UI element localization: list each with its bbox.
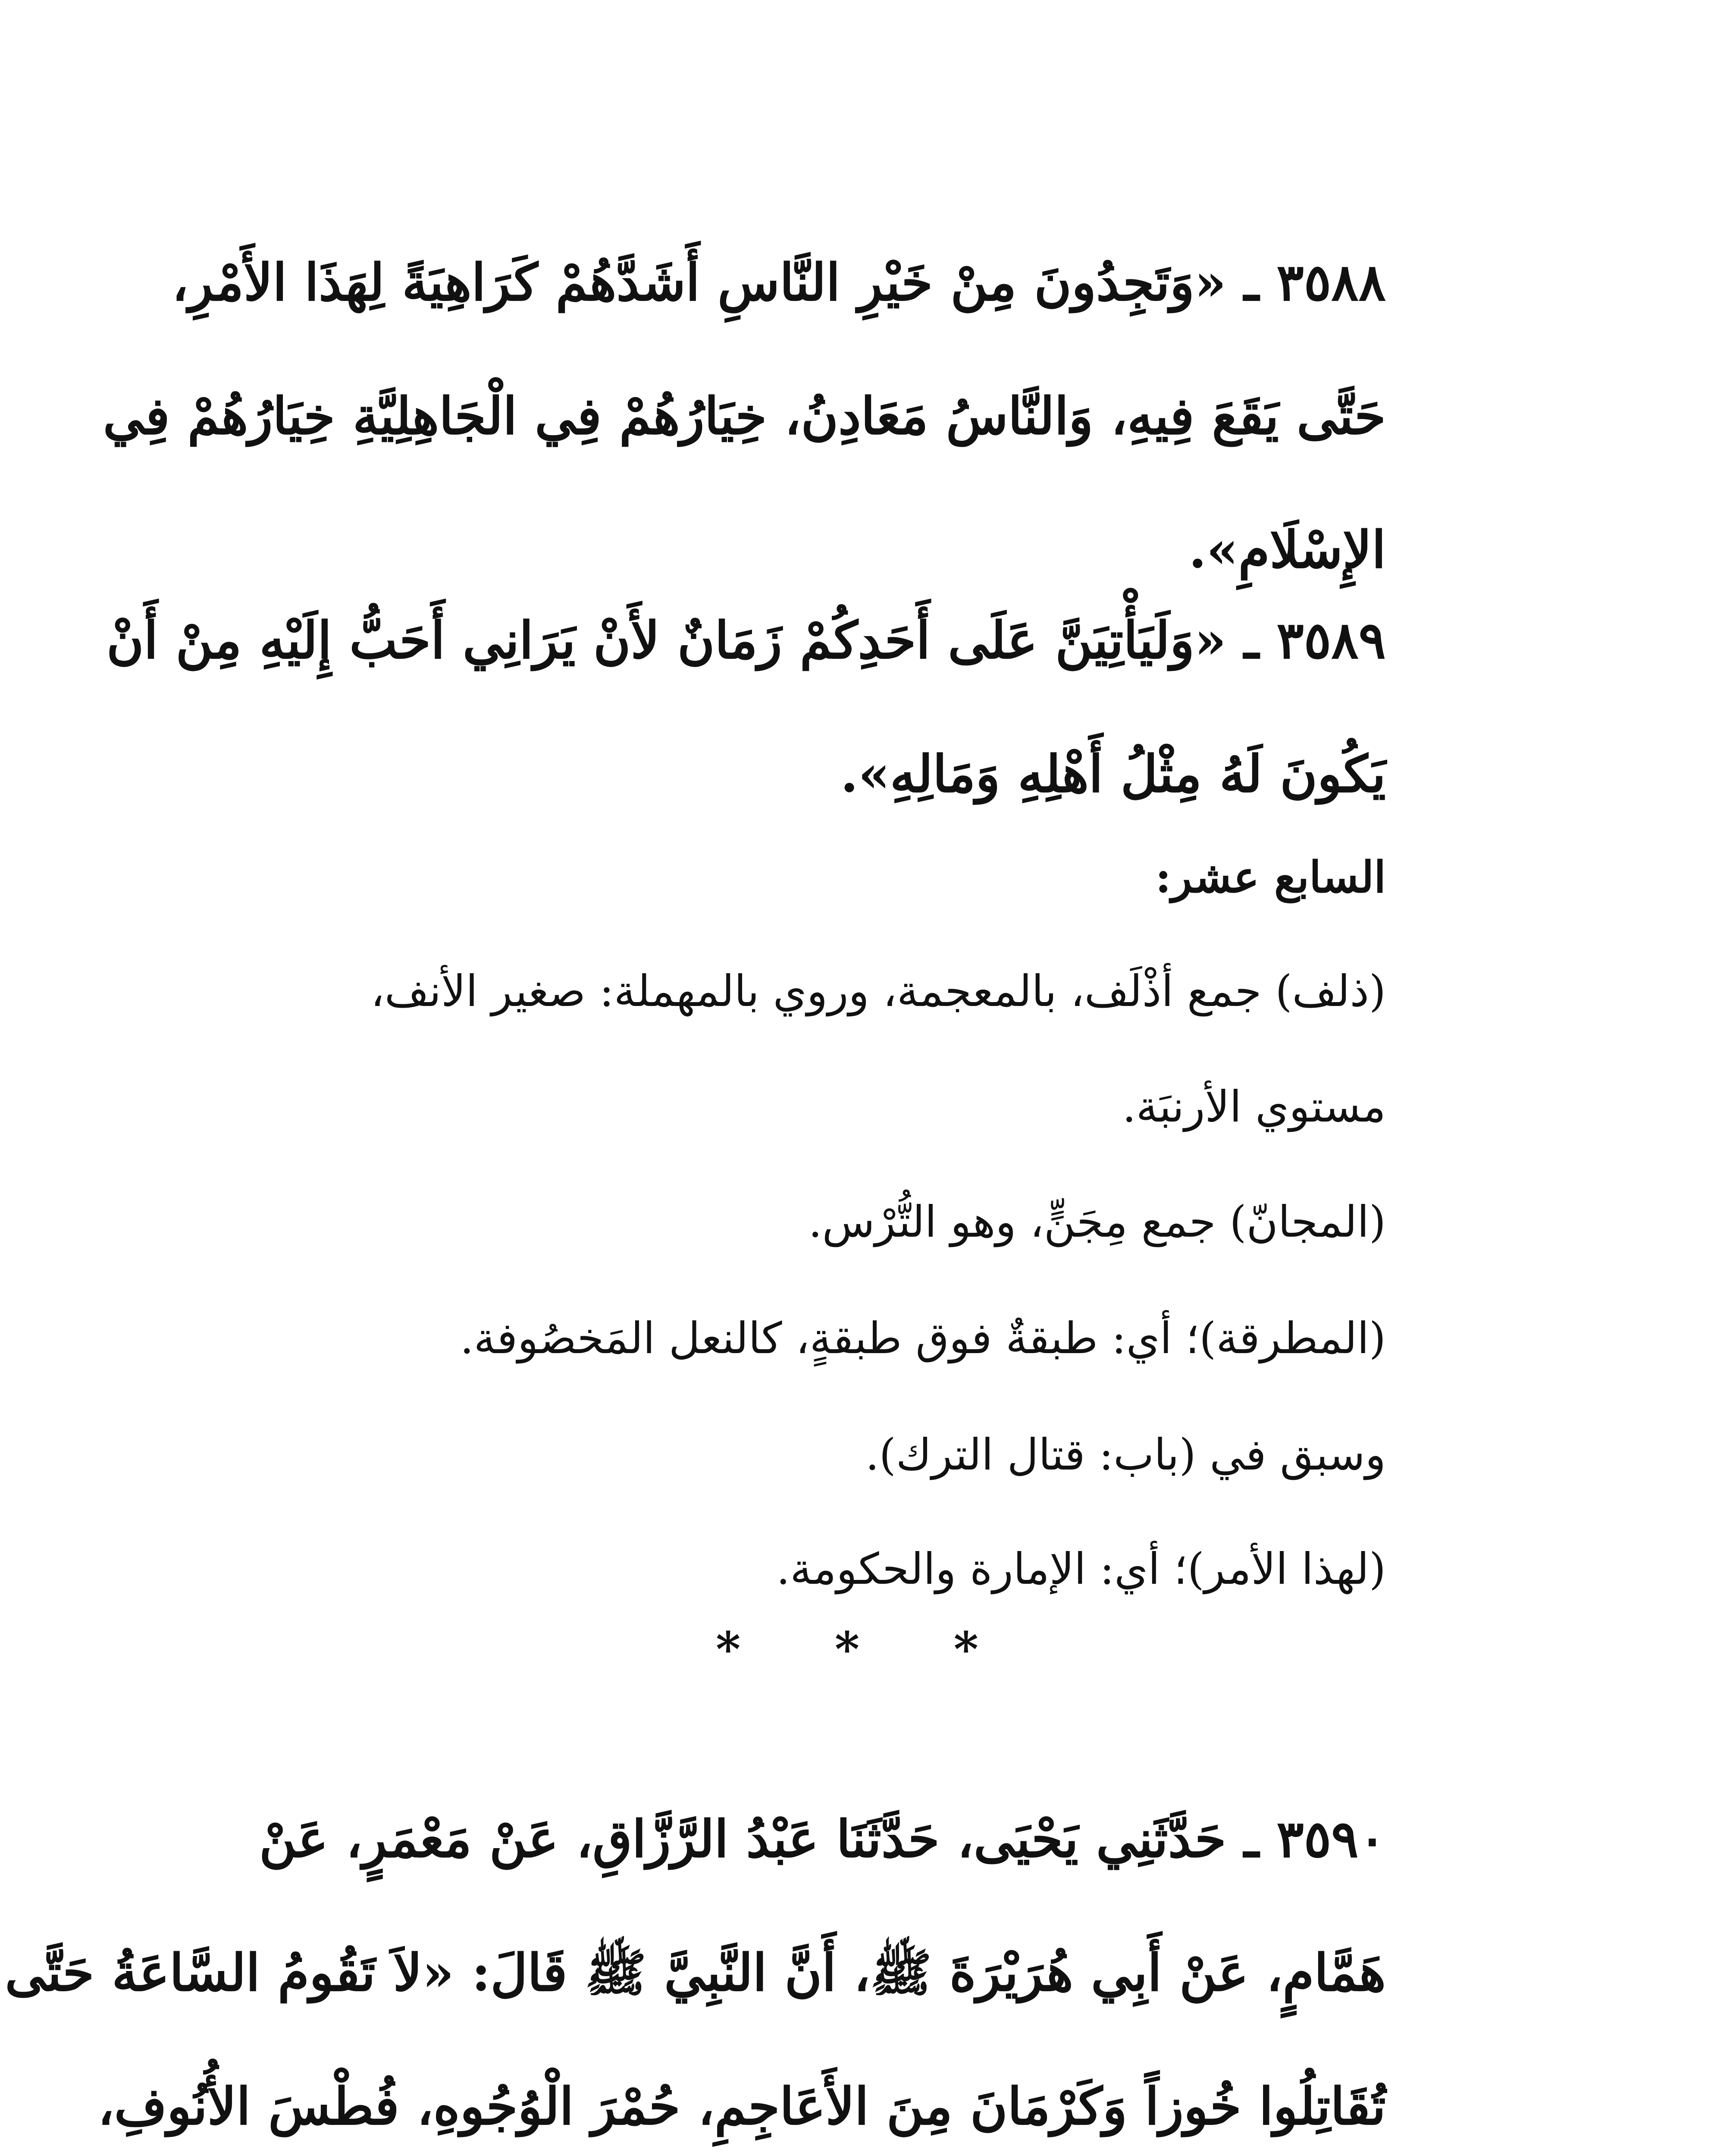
hadith-3588	[103, 216, 1386, 617]
notes-heading-text: السابع عشر:	[1155, 852, 1386, 903]
note-mutraqa	[211, 1281, 1386, 1396]
note-dhulf-line-1: (ذلف) جمع أذْلَف، بالمعجمة، وروي بالمهملة: صغير الأنف،	[370, 966, 1386, 1016]
hadith-3588-line-1: ٣٥٨٨ ـ «وَتَجِدُونَ مِنْ خَيْرِ النَّاسِ أَشَدَّهُمْ كَرَاهِيَةً لِهَذَا الأَمْرِ،	[172, 252, 1386, 312]
note-cross-reference	[211, 1397, 1386, 1513]
hadith-3589	[106, 573, 1386, 841]
note-dhulf-line-2: مستوي الأرنبَة.	[1122, 1081, 1386, 1132]
note-majann-text: (المجانّ) جمع مِجَنٍّ، وهو التُّرْس.	[808, 1197, 1386, 1247]
section-separator: * * *	[715, 1621, 1018, 1677]
hadith-3588-line-2: حَتَّى يَقَعَ فِيهِ، وَالنَّاسُ مَعَادِنُ، خِيَارُهُمْ فِي الْجَاهِلِيَّةِ خِيَارُهُمْ فِي	[103, 386, 1386, 446]
notes-heading	[211, 819, 1386, 935]
note-hadha-al-amr	[211, 1511, 1386, 1627]
hadith-3590-line-1: ٣٥٩٠ ـ حَدَّثَنِي يَحْيَى، حَدَّثَنَا عَبْدُ الرَّزَّاقِ، عَنْ مَعْمَرٍ، عَنْ	[259, 1809, 1386, 1869]
hadith-3588-line-3: الإِسْلَامِ».	[1188, 520, 1386, 580]
hadith-3589-line-1: ٣٥٨٩ ـ «وَلَيَأْتِيَنَّ عَلَى أَحَدِكُمْ زَمَانٌ لأَنْ يَرَانِي أَحَبُّ إِلَيْهِ مِنْ أَنْ	[106, 610, 1386, 670]
hadith-3590-line-2: هَمَّامٍ، عَنْ أَبِي هُرَيْرَةَ ﷺ، أَنَّ النَّبِيَّ ﷺ قَالَ: «لاَ تَقُومُ السَّاعَةُ حَتَّى	[5, 1943, 1386, 2002]
hadith-3590-line-3: تُقَاتِلُوا خُوزاً وَكَرْمَانَ مِنَ الأَعَاجِمِ، حُمْرَ الْوُجُوهِ، فُطْسَ الأُنُوفِ،	[97, 2076, 1386, 2136]
note-dhulf	[211, 934, 1386, 1165]
note-majann	[211, 1164, 1386, 1280]
note-mutraqa-text: (المطرقة)؛ أي: طبقةٌ فوق طبقةٍ، كالنعل المَخصُوفة.	[460, 1313, 1386, 1363]
note-hadha-al-amr-text: (لهذا الأمر)؛ أي: الإمارة والحكومة.	[776, 1544, 1386, 1594]
hadith-3590	[5, 1772, 1386, 2156]
note-cross-reference-text: وسبق في (باب: قتال الترك).	[865, 1429, 1386, 1480]
hadith-3589-line-2: يَكُونَ لَهُ مِثْلُ أَهْلِهِ وَمَالِهِ».	[840, 744, 1386, 804]
